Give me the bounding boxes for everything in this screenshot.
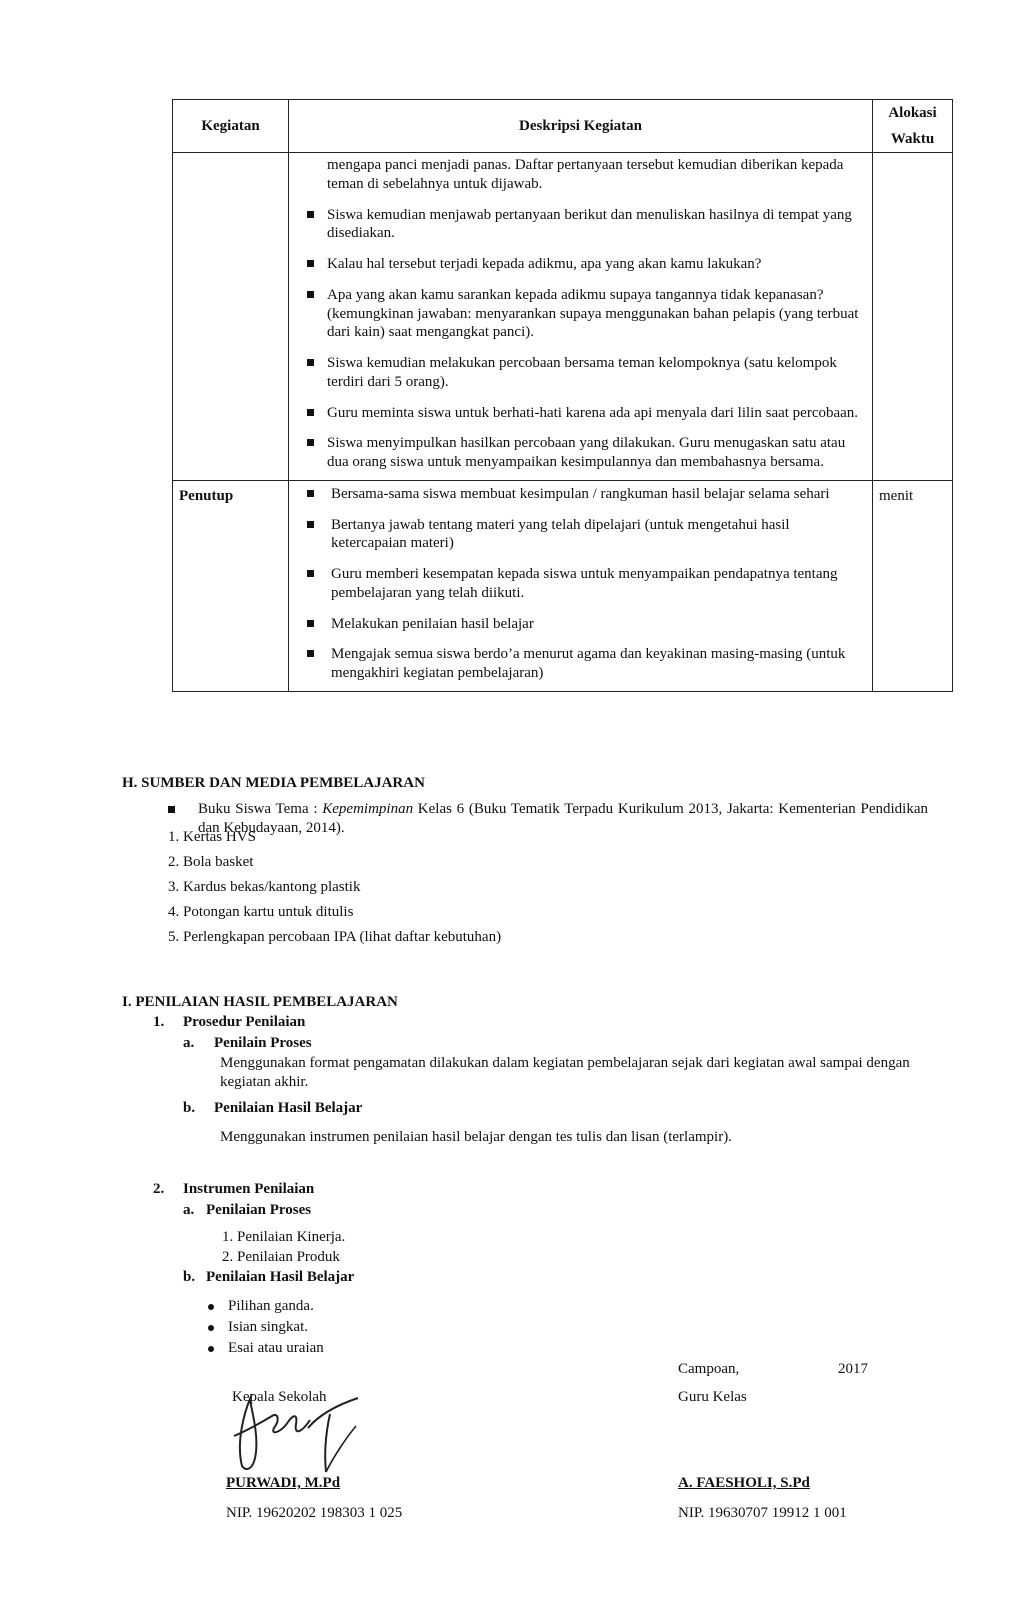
s2b-title: Penilaian Hasil Belajar [206, 1269, 355, 1285]
header-alokasi [873, 100, 953, 153]
list-item: Guru memberi kesempatan kepada siswa untuk menyampaikan pendapatnya tentang pembelajaran yang telah diikuti. [297, 565, 864, 603]
s2-title: Instrumen Penilaian [183, 1181, 315, 1197]
s1b-title: Penilaian Hasil Belajar [214, 1100, 363, 1116]
left-role: Kepala Sekolah [232, 1389, 327, 1405]
book-title: Kepemimpinan [322, 801, 414, 817]
s1b-text: Menggunakan instrumen penilaian hasil belajar dengan tes tulis dan lisan (terlampir). [220, 1129, 732, 1145]
list-item: Isian singkat. [206, 1317, 324, 1338]
book-prefix: Buku Siswa Tema : [198, 801, 323, 817]
header-deskripsi: Deskripsi Kegiatan [289, 100, 873, 153]
table-row [173, 153, 953, 481]
time-allocation: menit [879, 487, 914, 504]
right-role: Guru Kelas [678, 1389, 747, 1405]
list-item: Siswa kemudian menjawab pertanyaan berikut dan menuliskan hasilnya di tempat yang disediakan. [297, 206, 864, 244]
penutup-label: Penutup [179, 487, 234, 504]
book-suffix: Kelas 6 (Buku Tematik Terpadu Kurikulum 2013, Jakarta: Kementerian Pendidikan dan Kebudayaan, 2014). [198, 801, 928, 836]
list-item: Guru meminta siswa untuk berhati-hati karena ada api menyala dari lilin saat percobaan. [297, 404, 864, 423]
list-item: Bertanya jawab tentang materi yang telah dipelajari (untuk mengetahui hasil ketercapaian materi) [297, 516, 864, 554]
s2a-item-2: 2. Penilaian Produk [222, 1249, 340, 1265]
list-item: 1. Kertas HVS [168, 829, 256, 845]
square-bullet-icon [168, 806, 175, 813]
list-item: Melakukan penilaian hasil belajar [297, 615, 864, 634]
list-item: Apa yang akan kamu sarankan kepada adikmu supaya tangannya tidak kepanasan? (kemungkinan jawaban: menyarankan supaya menggunakan bahan pelapis (yang terbuat dari kain) saat mengangkat panci). [297, 286, 864, 342]
list-item: 4. Potongan kartu untuk ditulis [168, 904, 354, 920]
alokasi-cell-empty [873, 153, 953, 481]
table-row-penutup [173, 480, 953, 691]
list-item: 5. Perlengkapan percobaan IPA (lihat daftar kebutuhan) [168, 929, 502, 945]
s2-number: 2. [153, 1181, 165, 1197]
list-item: Mengajak semua siswa berdo’a menurut agama dan keyakinan masing-masing (untuk mengakhiri kegiatan pembelajaran) [297, 645, 864, 683]
list-item: 3. Kardus bekas/kantong plastik [168, 879, 361, 895]
s1a-title: Penilain Proses [214, 1035, 312, 1051]
s1a-letter: a. [183, 1035, 195, 1051]
right-signatory-name: A. FAESHOLI, S.Pd [678, 1475, 810, 1491]
right-nip: NIP. 19630707 19912 1 001 [678, 1505, 847, 1521]
list-item: Siswa kemudian melakukan percobaan bersama teman kelompoknya (satu kelompok terdiri dari 5 orang). [297, 354, 864, 392]
list-item: 2. Bola basket [168, 854, 254, 870]
hasil-belajar-list [206, 1296, 324, 1359]
media-list [168, 825, 501, 950]
list-item: Kalau hal tersebut terjadi kepada adikmu, apa yang akan kamu lakukan? [297, 255, 864, 274]
section-heading-penilaian: I. PENILAIAN HASIL PEMBELAJARAN [122, 994, 398, 1010]
s2a-item-1: 1. Penilaian Kinerja. [222, 1229, 346, 1245]
header-kegiatan: Kegiatan [173, 100, 289, 153]
sign-place: Campoan, [678, 1361, 740, 1377]
list-item: Pilihan ganda. [206, 1296, 324, 1317]
deskripsi-cell [289, 480, 873, 691]
s1b-letter: b. [183, 1100, 196, 1116]
list-item: Esai atau uraian [206, 1338, 324, 1359]
activity-table [172, 99, 953, 692]
s1-number: 1. [153, 1014, 165, 1030]
handwritten-signature-icon [222, 1392, 372, 1476]
deskripsi-cell [289, 153, 873, 481]
left-signatory-name: PURWADI, M.Pd [226, 1475, 341, 1491]
list-item: Siswa menyimpulkan hasilkan percobaan yang dilakukan. Guru menugaskan satu atau dua orang siswa untuk menyampaikan kesimpulannya dan membahasnya bersama. [297, 434, 864, 472]
sign-year: 2017 [838, 1361, 868, 1377]
s2a-letter: a. [183, 1202, 195, 1218]
kegiatan-cell [173, 480, 289, 691]
penutup-list [297, 485, 864, 683]
header-alokasi-line2: Waktu [890, 131, 935, 147]
s1a-text: Menggunakan format pengamatan dilakukan dalam kegiatan pembelajaran sejak dari kegiatan awal sampai dengan kegiatan akhir. [220, 1055, 910, 1090]
table-header-row [173, 100, 953, 153]
header-alokasi-line1: Alokasi [888, 105, 937, 121]
continued-text: mengapa panci menjadi panas. Daftar pertanyaan tersebut kemudian diberikan kepada teman di sebelahnya untuk dijawab. [327, 157, 844, 192]
s2b-letter: b. [183, 1269, 196, 1285]
section-heading-sumber: H. SUMBER DAN MEDIA PEMBELAJARAN [122, 775, 425, 791]
s1-title: Prosedur Penilaian [183, 1014, 306, 1030]
activity-list [297, 206, 864, 472]
left-nip: NIP. 19620202 198303 1 025 [226, 1505, 403, 1521]
alokasi-cell [873, 480, 953, 691]
s2a-title: Penilaian Proses [206, 1202, 312, 1218]
kegiatan-cell-empty [173, 153, 289, 481]
list-item: Bersama-sama siswa membuat kesimpulan / rangkuman hasil belajar selama sehari [297, 485, 864, 504]
